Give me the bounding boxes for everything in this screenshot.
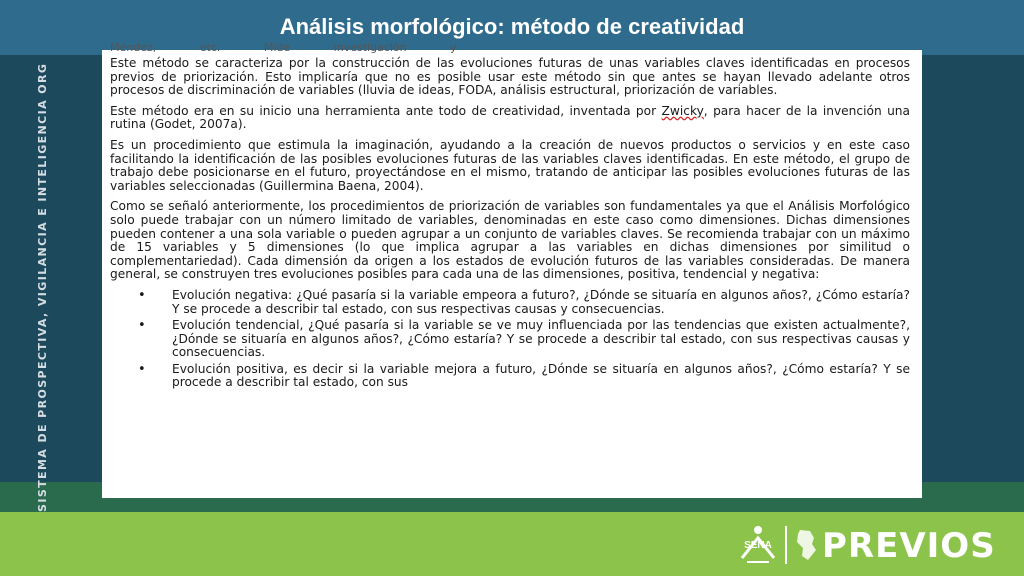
paragraph-zwicky (110, 105, 910, 132)
document-text (110, 41, 910, 393)
slide-title: Análisis morfológico: método de creatividad (279, 14, 745, 39)
paragraph-3: Como se señaló anteriormente, los procedimientos de priorización de variables son fundamentales ya que el Análisis Morfológico solo puede trabajar con un número limitado de variables, denominadas en este caso como dimensiones. Dichas dimensiones pueden contener a una sola variable o pueden agrupar a un conjunto de variables claves. Se recomienda trabajar con un máximo de 15 variables y 5 dimensiones (lo que implica agrupar a las variables en dichas dimensiones por similitud o complementariedad). Cada dimensión da origen a los estados de evolución futuros de las variables consideradas. De manera general, se construyen tres evoluciones posibles para cada una de las dimensiones, positiva, tendencial y negativa: (110, 199, 910, 282)
list-item: • Evolución positiva, es decir si la variable mejora a futuro, ¿Dónde se situaría en algunos años?, ¿Cómo estaría? Y se procede a describir tal estado, con sus (138, 363, 910, 390)
footer-logos (738, 522, 1014, 568)
side-label: SISTEMA DE PROSPECTIVA, VIGILANCIA E INTELIGENCIA ORG (36, 62, 49, 512)
previos-logo: PREVIOS (822, 526, 996, 566)
list-item: • Evolución tendencial, ¿Qué pasaría si la variable se ve muy influenciada por las tendencias que existen actualmente?, ¿Dónde se situaría en algunos años?, ¿Cómo estaría? Y se procede a describir tal estado, con sus respectivas causas y consecuencias. (138, 319, 910, 360)
evolution-list (110, 289, 910, 390)
zwicky-name: Zwicky (661, 103, 704, 118)
sena-label: SENA (744, 540, 772, 551)
logo-divider (785, 526, 787, 564)
paragraph-1: Este método se caracteriza por la construcción de las evoluciones futuras de unas variables claves identificadas en procesos previos de priorización. Esto implicaría que no es posible usar este método sin que antes se hayan llevado adelante otros procesos de discriminación de variables (lluvia de ideas, FODA, análisis estructural, priorización de variables. (110, 56, 910, 98)
cut-top-line: Méndez, etc. Mide investigación y (110, 41, 457, 54)
colombia-map-icon (794, 528, 818, 562)
document-image (102, 41, 922, 498)
list-item: • Evolución negativa: ¿Qué pasaría si la variable empeora a futuro?, ¿Dónde se situaría en algunos años?, ¿Cómo estaría? Y se procede a describir tal estado, con sus respectivas causas y consecuencias. (138, 289, 910, 316)
zwicky-text-after: , para hacer de la invención una rutina (Godet, 2007a). (110, 103, 910, 132)
zwicky-text-before: Este método era en su inicio una herramienta ante todo de creatividad, inventada por (110, 103, 662, 118)
paragraph-2: Es un procedimiento que estimula la imaginación, ayudando a la creación de nuevos productos o servicios y en este caso facilitando la identificación de las posibles evoluciones futuras de las variables claves identificadas. En este método, el grupo de trabajo debe posicionarse en el futuro, proyectándose en el mismo, tratando de anticipar las posibles evoluciones futuras de las variables seleccionadas (Guillermina Baena, 2004). (110, 137, 910, 193)
